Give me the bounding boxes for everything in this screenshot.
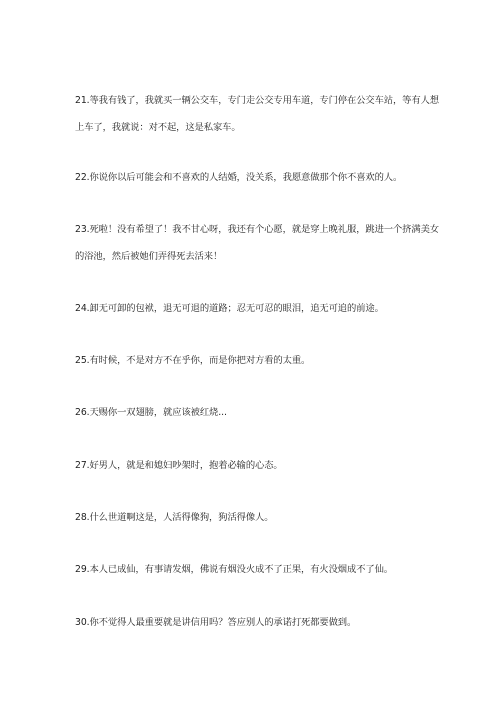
paragraph-27 [75, 453, 435, 480]
paragraph-22 [75, 165, 435, 192]
paragraph-29 [75, 557, 435, 584]
paragraph-28 [75, 505, 435, 532]
paragraph-line: 23.死啦！没有希望了！我不甘心呀，我还有个心愿，就是穿上晚礼服，跳进一个挤满美女 [75, 224, 439, 235]
paragraph-line: 26.天赐你一双翅膀，就应该被红烧... [75, 407, 227, 418]
paragraph-line: 29.本人已成仙，有事请发烟，佛说有烟没火成不了正果，有火没烟成不了仙。 [75, 564, 393, 575]
paragraph-21 [75, 88, 439, 141]
paragraph-line: 24.卸无可卸的包袱，退无可退的道路；忍无可忍的眼泪，追无可追的前途。 [75, 303, 384, 314]
paragraph-24 [75, 296, 435, 323]
paragraph-line: 上车了，我就说：对不起，这是私家车。 [75, 121, 241, 133]
paragraph-line: 27.好男人，就是和媳妇吵架时，抱着必输的心态。 [75, 460, 283, 471]
paragraph-26 [75, 400, 435, 427]
paragraph-line: 30.你不觉得人最重要就是讲信用吗？答应别人的承诺打死都要做到。 [75, 617, 357, 628]
paragraph-line: 28.什么世道啊这是，人活得像狗，狗活得像人。 [75, 512, 274, 523]
paragraph-line: 21.等我有钱了，我就买一辆公交车，专门走公交专用车道，专门停在公交车站，等有人想 [75, 95, 439, 106]
paragraph-30 [75, 610, 435, 637]
paragraph-line: 的浴池，然后被她们弄得死去活来！ [75, 250, 223, 262]
paragraph-23 [75, 217, 439, 270]
paragraph-line: 22.你说你以后可能会和不喜欢的人结婚，没关系，我愿意做那个你不喜欢的人。 [75, 172, 403, 183]
paragraph-line: 25.有时候，不是对方不在乎你，而是你把对方看的太重。 [75, 355, 311, 366]
paragraph-25 [75, 348, 435, 375]
